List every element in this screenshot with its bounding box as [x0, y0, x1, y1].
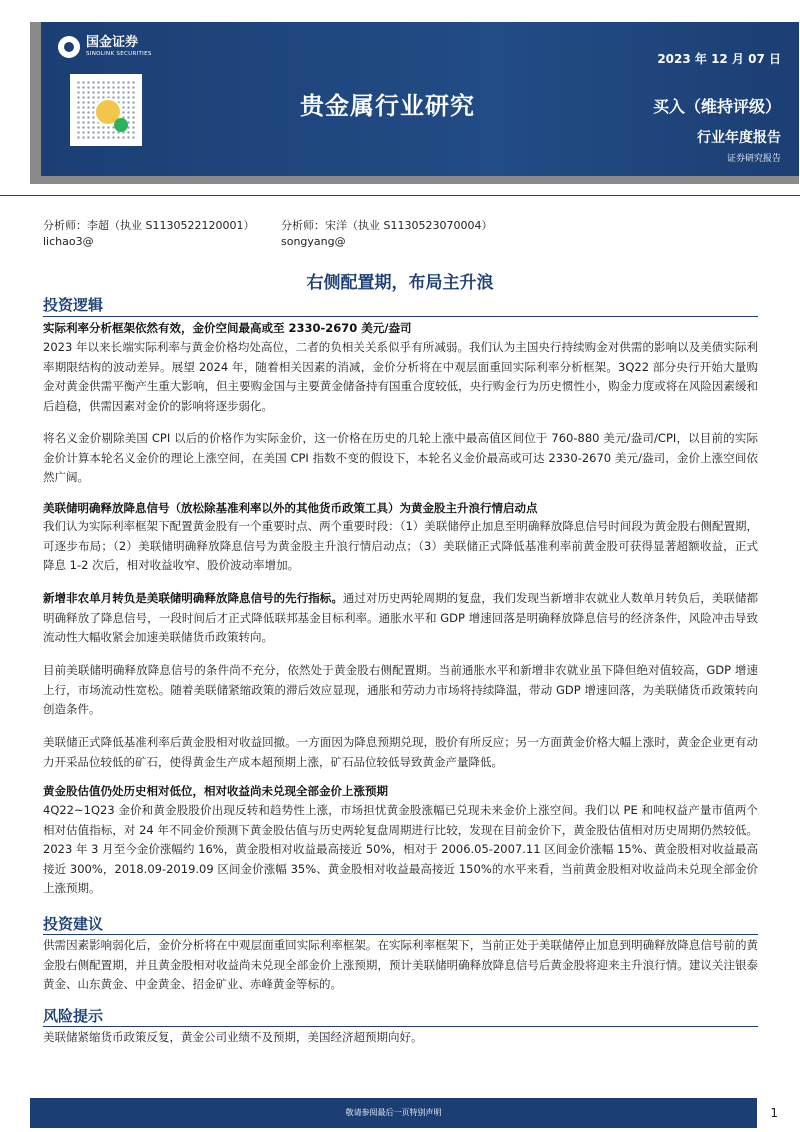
- analyst-name: 分析师：宋洋（执业 S1130523070004）: [281, 219, 493, 232]
- company-logo: [58, 36, 152, 58]
- analyst-song: [281, 218, 492, 250]
- industry-title: 贵金属行业研究: [300, 92, 475, 120]
- rating: 买入（维持评级）: [652, 97, 781, 116]
- section-heading-risk: 风险提示: [43, 1007, 104, 1025]
- logo-en-text: SINOLINK SECURITIES: [86, 51, 152, 57]
- page-number: 1: [770, 1106, 778, 1120]
- section-rule: [43, 1026, 758, 1027]
- paragraph: 供需因素影响弱化后，金价分析将在中观层面重回实际利率框架。在实际利率框架下，当前正处于美联储停止加息到明确释放降息信号前的黄金股右侧配置期，并且黄金股相对收益尚未兑现全部金价上涨预期，预计美联储明确释放降息信号后黄金股将迎来主升浪行情。建议关注银泰黄金、山东黄金、中金黄金、招金矿业、赤峰黄金等标的。: [43, 938, 758, 991]
- section-heading-logic: 投资逻辑: [43, 296, 104, 314]
- report-type: 行业年度报告: [697, 130, 781, 146]
- logo-mark-icon: [58, 36, 80, 58]
- header-divider: [0, 195, 800, 196]
- section-rule: [43, 316, 758, 317]
- logo-cn-text: 国金证券: [86, 35, 139, 50]
- paragraph-body: 通过对历史两轮周期的复盘，我们发现当新增非农就业人数单月转负后，美联储都明确释放了降息信号，一段时间后才正式降低联邦基金目标利率。通胀水平和 GDP 增速回落是明确释放降息信号的经济条件，风险冲击导致流动性大幅收紧会加速美联储货币政策转向。: [43, 591, 759, 644]
- subheading: 实际利率分析框架依然有效，金价空间最高或至 2330-2670 美元/盎司: [43, 321, 412, 335]
- paragraph: 2023 年以来长端实际利率与黄金价格均处高位，二者的负相关关系似乎有所减弱。我们认为主国央行持续购金对供需的影响以及美债实际利率期限结构的波动差异。展望 2024 年，随着相关因素的消减，金价分析将在中观层面重回实际利率分析框架。3Q22 部分央行开始大量购金对黄金供需平衡产生重大影响，但主要购金国与主要黄金储备持有国重合度较低，央行购金行为历史惯性小，购金力度或将在风险因素缓和后趋稳，供需因素对金价的影响将逐步弱化。: [43, 340, 758, 413]
- paragraph: 我们认为实际利率框架下配置黄金股有一个重要时点、两个重要时段：（1）美联储停止加息至明确释放降息信号时间段为黄金股右侧配置期，可逐步布局；（2）美联储明确释放降息信号为黄金股主升浪行情启动点；（3）美联储正式降低基准利率前黄金股可获得显著超额收益，正式降息 1-2 次后，相对收益收窄、股价波动率增加。: [43, 519, 758, 572]
- paragraph-lead: 新增非农单月转负是美联储明确释放降息信号的先行指标。: [43, 591, 343, 605]
- paragraph: 美联储紧缩货币政策反复，黄金公司业绩不及预期，美国经济超预期向好。: [43, 1030, 423, 1044]
- report-date: 2023 年 12 月 07 日: [657, 52, 781, 66]
- wechat-badge-icon: [114, 118, 128, 132]
- header-shadow-left: [30, 22, 41, 184]
- analyst-email: lichao3@: [43, 235, 94, 248]
- header-shadow-bottom: [41, 176, 799, 184]
- analyst-li: [43, 218, 254, 250]
- paragraph: 美联储正式降低基准利率后黄金股相对收益回撤。一方面因为降息预期兑现，股价有所反应；另一方面黄金价格大幅上涨时，黄金企业更有动力开采品位较低的矿石，使得黄金生产成本超预期上涨，矿石品位较低导致黄金产量降低。: [43, 735, 758, 769]
- paragraph: 目前美联储明确释放降息信号的条件尚不充分，依然处于黄金股右侧配置期。当前通胀水平和新增非农就业虽下降但绝对值较高，GDP 增速上行，市场流动性宽松。随着美联储紧缩政策的滞后效应显现，通胀和劳动力市场将持续降温，带动 GDP 增速回落，为美联储货币政策转向创造条件。: [43, 663, 758, 716]
- section-heading-advice: 投资建议: [43, 915, 104, 933]
- paragraph: 将名义金价剔除美国 CPI 以后的价格作为实际金价，这一价格在历史的几轮上涨中最高值区间位于 760-880 美元/盎司/CPI，以目前的实际金价计算本轮名义金价的理论上涨空间，在美国 CPI 指数不变的假设下，本轮名义金价最高或可达 2330-2670 美元/盎司，金价上涨空间依然广阔。: [43, 431, 758, 484]
- paragraph: 4Q22~1Q23 金价和黄金股股价出现反转和趋势性上涨，市场担忧黄金股涨幅已兑现未来金价上涨空间。我们以 PE 和吨权益产量市值两个相对估值指标，对 24 年不同金价预测下黄金股估值与历史两轮复盘周期进行比较，发现在目前金价下，黄金股估值相对历史周期仍然较低。2023 年 3 月至今金价涨幅约 16%，黄金股相对收益最高接近 50%，相对于 2006.05-2007.11 区间金价涨幅 15%、黄金股相对收益最高接近 300%，2018.09-2019.09 区间金价涨幅 35%、黄金股相对收益最高接近 150%的水平来看，当前黄金股相对收益尚未兑现全部金价上涨预期。: [43, 803, 758, 895]
- department: 证券研究报告: [726, 154, 781, 164]
- subheading: 美联储明确释放降息信号（放松除基准利率以外的其他货币政策工具）为黄金股主升浪行情启动点: [43, 501, 538, 515]
- footer-disclaimer-note: 敬请参阅最后一页特别声明: [345, 1108, 442, 1117]
- subheading: 黄金股估值仍处历史相对低位，相对收益尚未兑现全部金价上涨预期: [43, 784, 388, 798]
- section-rule: [43, 934, 758, 935]
- paragraph: [43, 589, 758, 648]
- analyst-name: 分析师：李超（执业 S1130522120001）: [43, 219, 255, 232]
- qr-code-icon: [70, 74, 142, 146]
- analyst-email: songyang@: [281, 235, 346, 248]
- report-title: 右侧配置期，布局主升浪: [306, 273, 494, 293]
